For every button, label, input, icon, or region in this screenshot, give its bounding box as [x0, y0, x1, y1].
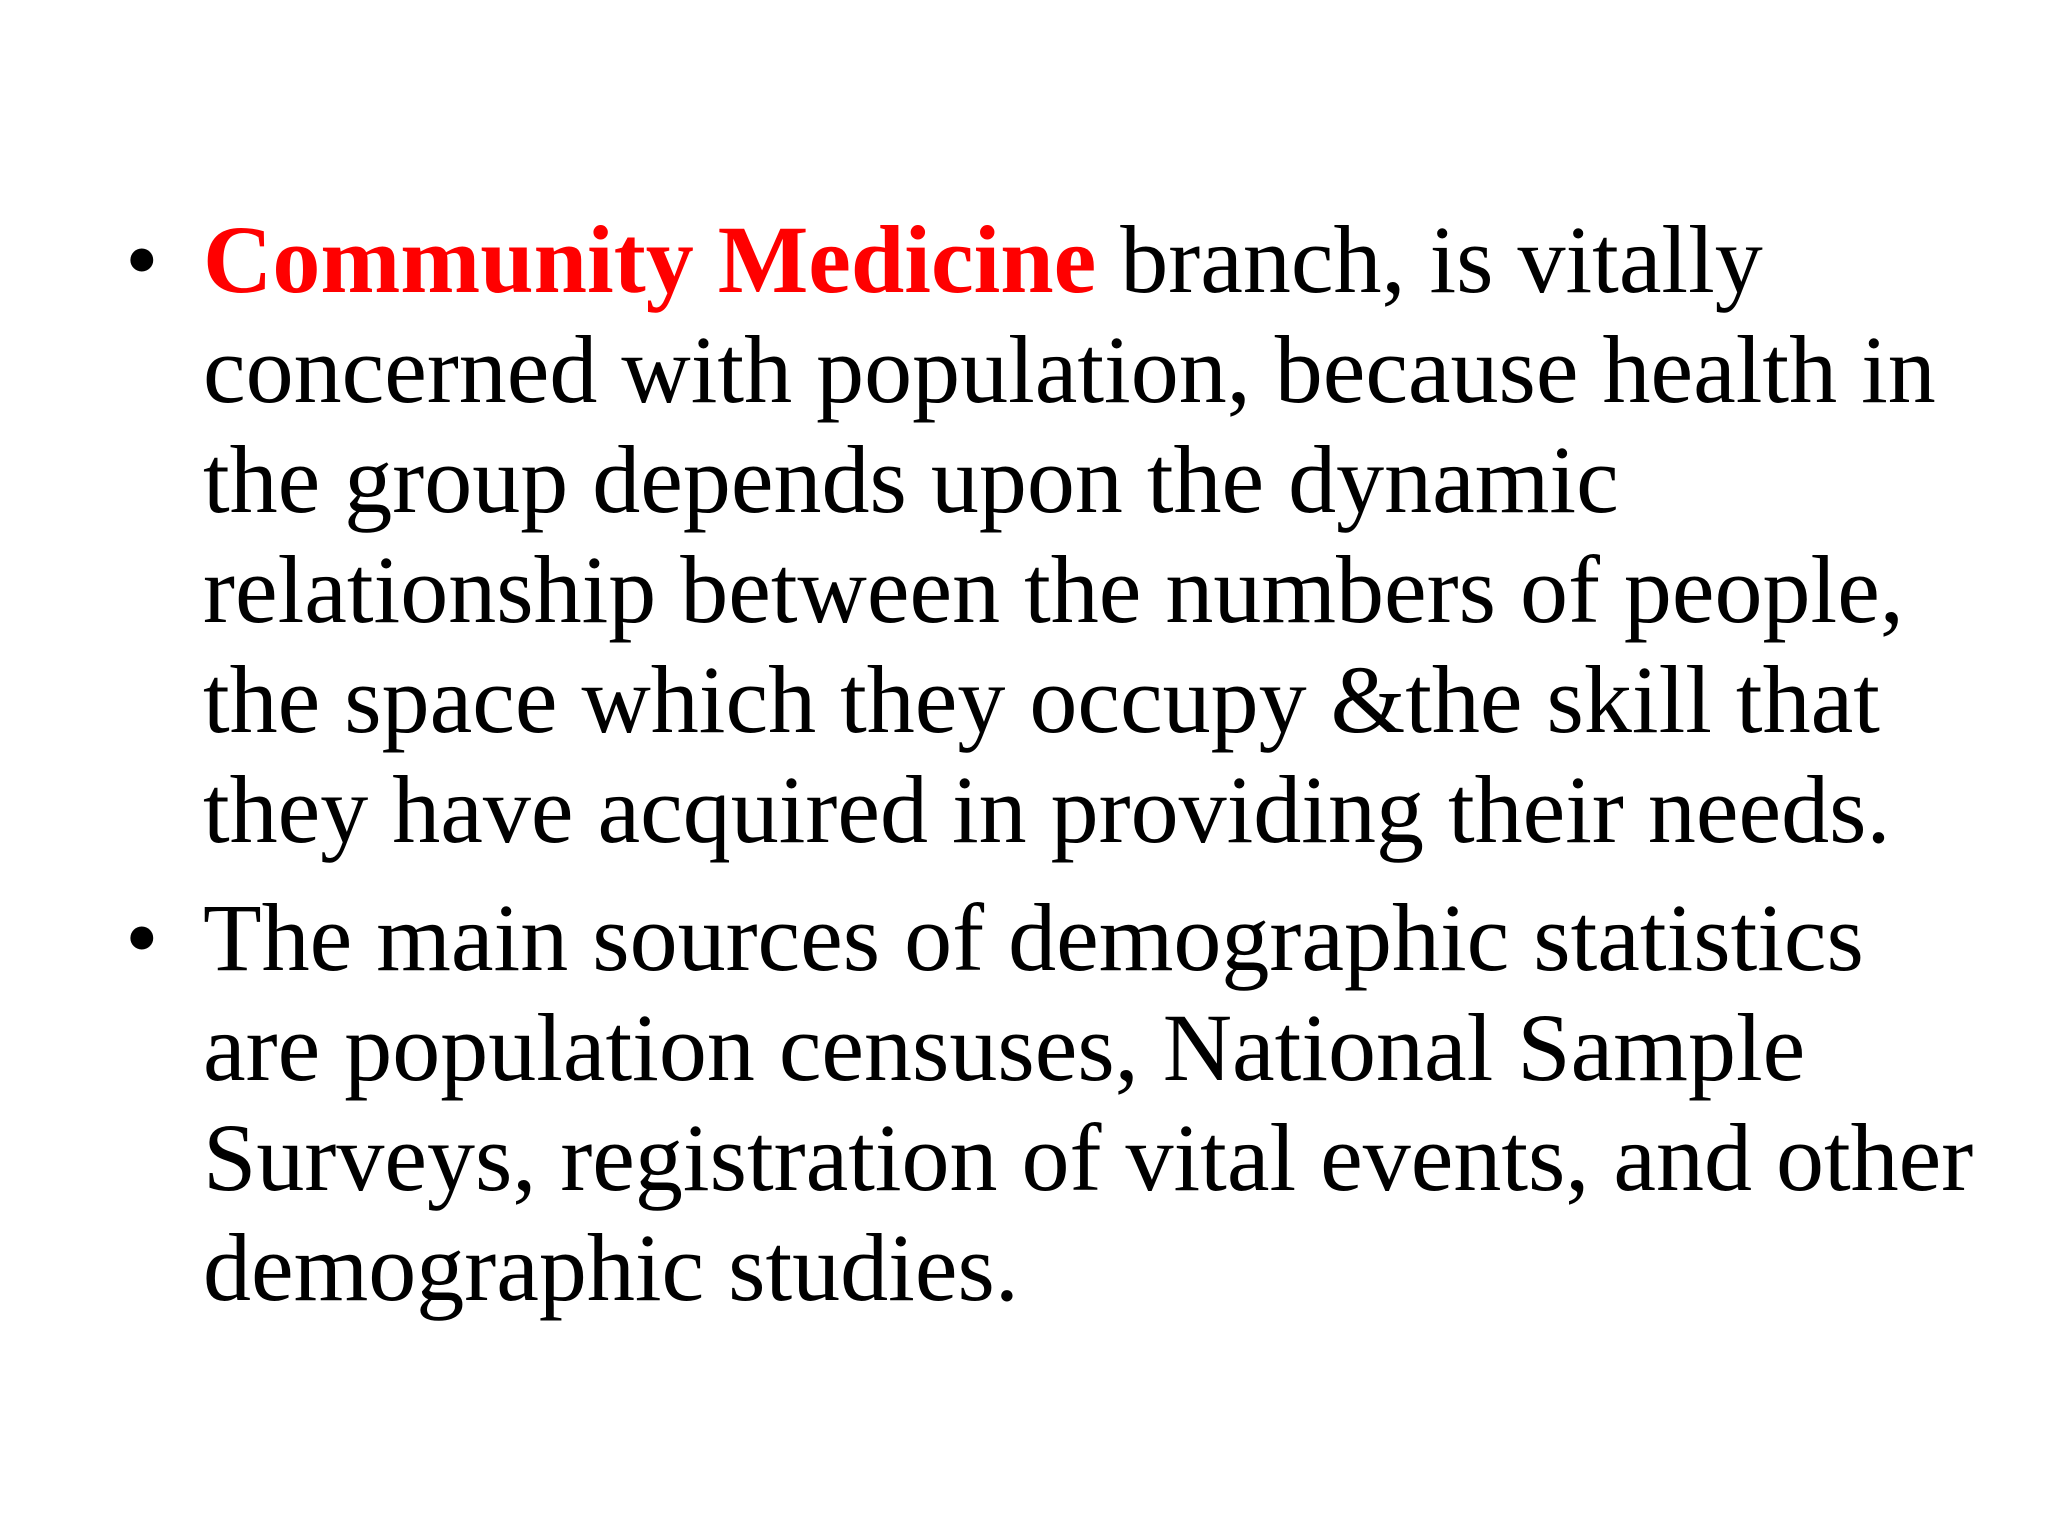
bullet-text	[203, 205, 2005, 865]
bullet-item-community-medicine	[125, 205, 2005, 865]
bullet-marker: •	[125, 884, 159, 991]
bullet-marker: •	[125, 206, 159, 313]
bullet-body-text: branch, is vitally concerned with population, because health in the group depends upon the dynamic relationship between the numbers of people, the space which they occupy &the skill that they have acquired in providing their needs.	[203, 206, 1936, 863]
bullet-item-sources	[125, 883, 2005, 1323]
highlighted-term: Community Medicine	[203, 206, 1097, 313]
bullet-list	[125, 205, 2005, 1323]
bullet-body-text: The main sources of demographic statistics are population censuses, National Sample Surveys, registration of vital events, and other demographic studies.	[203, 884, 1974, 1321]
